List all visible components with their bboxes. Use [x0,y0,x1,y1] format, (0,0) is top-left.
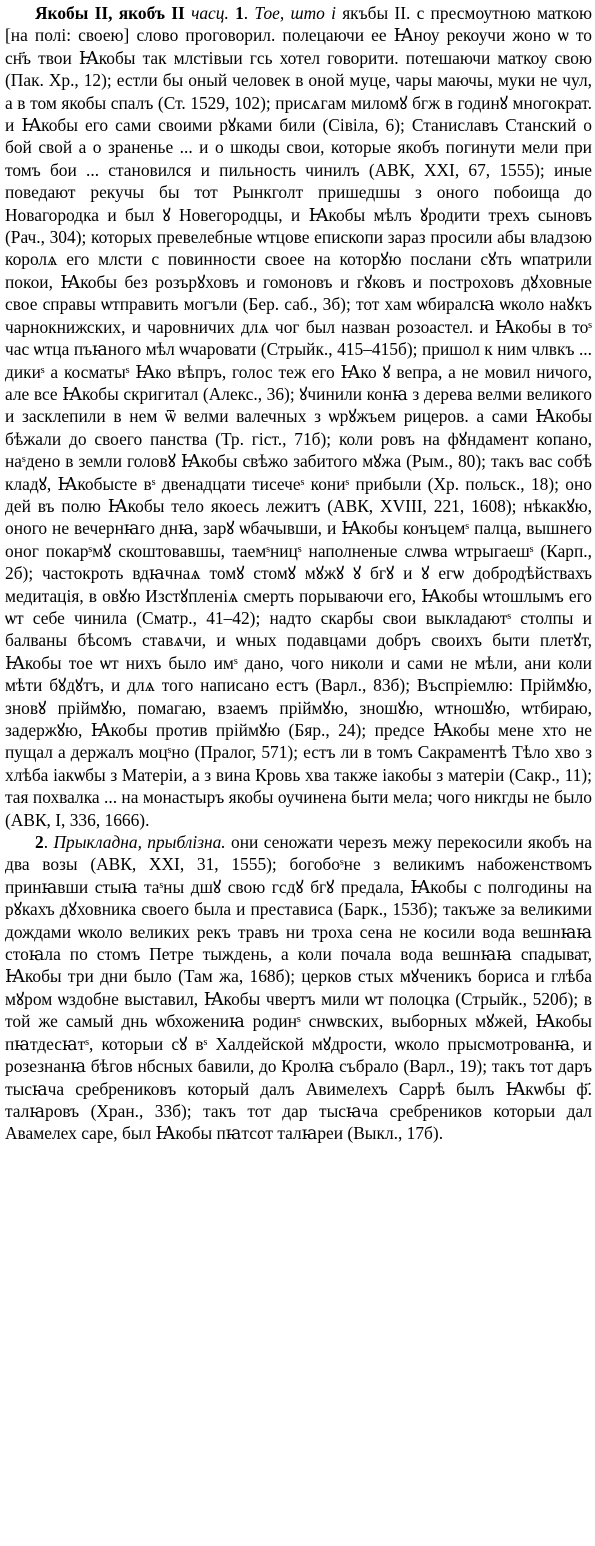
sense-2-text: они сеножати черезъ межу перекосили якобъ на два возы (АВК, XXI, 31, 1555); богобоˢне з великимъ набоженствомъ принꙗвши стыꙗ таˢны дшꙋ свою гсдꙋ бгꙋ предала, Ꙗкобы с полгодины на рꙋкахъ дꙋховника своего была и престависа (Барк., 153б); такъже за великими дождами ѡколо великих рекъ травъ ни троха сена не косили вода вешнꙗꙗ стоꙗла по стомъ Петре тыждень, а коли почала вода вешнꙗꙗ спадыват, Ꙗкобы три дни было (Там жа, 168б); церков стых мꙋченикъ бориса и глѣба мꙋром ѡздобне выставил, Ꙗкобы чвертъ мили ѡт полоцка (Стрыйк., 520б); в той же самый днь ѡбхожениꙗ родинˢ снѡвских, выборных мꙋжей, Ꙗкобы пꙗтдесꙗтˢ, которыи сꙋ вˢ Халдейской мꙋдрости, ѡколо прысмотрованꙗ, и розезнанꙗ бѣгов нбсных бавили, до Кролꙗ събрало (Варл., 19); такъ тот даръ тысꙗча сребрениковъ который далъ Авимелехъ Саррѣ былъ Ꙗкѡбы ф҃. талꙗровъ (Хран., 33б); такъ тот дар тысꙗча сребреников которыи дал Авамелех саре, был Ꙗкобы пꙗтсот талꙗреи (Выкл., 17б). [5,832,592,1144]
sense-1-gloss: Тое, што і [254,3,336,23]
sense-1-number: 1 [235,3,244,23]
sense-2-gloss: Прыкладна, прыблізна. [53,832,226,853]
sense-1-paragraph: Якобы II, якобъ II часц. 1. Тое, што і якъбы II. с пресмоутною маткою [на полі: своею] слово проговорил. полецаючи ее Ꙗноу рекоучи жоно ѡ то сн҃ъ твои Ꙗкобы так млстівыи гсь хотел говорити. потешаючи маткоу свою (Пак. Хр., 12); естли бы оный человек в оной муце, чары маючы, муки не чул, а в том якобы спалъ (Ст. 1529, 102); присѧгам миломꙋ бгж в годинꙋ многократ. и Ꙗкобы его сами своими рꙋками били (Сівіла, 6); Станиславъ Станский о бой свой а о зраненье ... и о шкоды свои, которые якобъ погинути мели при томъ бои ... становился и пильность чинилъ (АВК, XXI, 67, 1555); иные поведают рекучы бы тот Рынкголт пришедшы з оного побоища до Новагородка и был ꙋ Новегородцы, и Ꙗкобы мѣлъ ꙋродити трехъ сыновъ (Рач., 304); которых превелебные ѡтцове епископи зараз просили абы владзою королѧ его млсти с повинности своее на которꙋю послани сꙋть ѡпатрили покои, Ꙗкобы без розърꙋховъ и гомоновъ и гꙋковъ и построховъ дꙋховные свое справы ѡтправить могъли (Бер. саб., 3б); тот хам ѡбиралсꙗ ѡколо наꙋкъ чарнокнижских, и чаровничих длѧ чог был назван розоастел. и Ꙗкобы в тоˢ час ѡтца пъꙗного мѣл ѡчаровати (Стрыйк., 415–415б); пришол к ним члвкъ ... дикиˢ а косматыˢ Ꙗко вѣпръ, голос теж его Ꙗко ꙋ вепра, а не мовил ничого, але все Ꙗкобы скригитал (Алекс., 36); ꙋчинили конꙗ з дерева велми великого и засклепили в нем ѿ велми валечных з ѡрꙋжъем рицеров. а сами Ꙗкобы бѣжали до своего панства (Тр. гіст., 71б); коли ровъ на фꙋндамент копано, наˢдено в земли головꙋ Ꙗкобы свѣжо забитого мꙋжа (Рым., 80); такъ вас собѣ кладꙋ, Ꙗкобысте вˢ двенадцати тисечеˢ кониˢ прибыли (Хр. польск., 18); оно дей въ полю Ꙗкобы тело якоесь лежитъ (АВК, XVIII, 221, 1608); нѣкакꙋю, оного не вечернꙗго днꙗ, зарꙋ ѡбачывши, и Ꙗкобы конъцемˢ палца, вышнего оног покарˢмꙋ скоштовавшы, таемˢницˢ наполненые слѡва ѡтрыгаешˢ (Карп., 2б); частокроть вдꙗчнаѧ томꙋ стомꙋ мꙋжꙋ ꙋ бгꙋ и ꙋ егѡ добродѣйствахъ медитація, в овꙋю Изстꙋпленіѧ смерть порываючи его, Ꙗкобы ѡтошлымъ его ѡт себе чинила (Сматр., 41–42); надто скарбы свои выкладаютˢ столпы и балваны бѣсомъ ставѧчи, и ѡных подавцами добръ своихъ быти плетꙋт, Ꙗкобы тое ѡт нихъ было имˢ дано, чого николи и сами не мѣли, ани коли мѣти бꙋдꙋтъ, и длѧ того написано естъ (Варл., 83б); Въспріемлю: Пріймꙋю, зновꙋ пріймꙋю, помагаю, взаемъ пріймꙋю, зношꙋю, ѡтношꙋю, ѡтбираю, задержꙋю, Ꙗкобы против пріймꙋю (Бяр., 24); предсе Ꙗкобы мене хто не пущал а держалъ моцˢно (Пралог, 571); естъ ли в томъ Сакраментѣ Тѣло хво з хлѣба іакѡбы з Матеріи, а з вина Кровь хва также іакобы з матеріи (Сакр., 11); тая похвалка ... на монастыръ якобы оучинена быти мела; чого никгды не было (АВК, I, 336, 1666). [5,3,593,830]
sense-2-number: 2 [35,832,44,853]
part-of-speech: часц. [191,3,229,23]
sense-2-paragraph: 2. Прыкладна, прыблізна. они сеножати черезъ межу перекосили якобъ на два возы (АВК, XXI, 31, 1555); богобоˢне з великимъ набоженствомъ принꙗвши стыꙗ таˢны дшꙋ свою гсдꙋ бгꙋ предала, Ꙗкобы с полгодины на рꙋкахъ дꙋховника своего была и престависа (Барк., 153б); такъже за великими дождами ѡколо великих рекъ травъ ни троха сена не косили вода вешнꙗꙗ стоꙗла по стомъ Петре тыждень, а коли почала вода вешнꙗꙗ спадыват, Ꙗкобы три дни было (Там жа, 168б); церков стых мꙋченикъ бориса и глѣба мꙋром ѡздобне выставил, Ꙗкобы чвертъ мили ѡт полоцка (Стрыйк., 520б); в той же самый днь ѡбхожениꙗ родинˢ снѡвских, выборных мꙋжей, Ꙗкобы пꙗтдесꙗтˢ, которыи сꙋ вˢ Халдейской мꙋдрости, ѡколо прысмотрованꙗ, и розезнанꙗ бѣгов нбсных бавили, до Кролꙗ събрало (Варл., 19); такъ тот даръ тысꙗча сребрениковъ который далъ Авимелехъ Саррѣ былъ Ꙗкѡбы ф҃. талꙗровъ (Хран., 33б); такъ тот дар тысꙗча сребреников которыи дал Авамелех саре, был Ꙗкобы пꙗтсот талꙗреи (Выкл., 17б). [5,832,592,1144]
headword: Якобы II, якобъ II [35,3,185,23]
sense-1-text: якъбы II. с пресмоутною маткою [на полі: своею] слово проговорил. полецаючи ее Ꙗноу рекоучи жоно ѡ то сн҃ъ твои Ꙗкобы так млстівыи гсь хотел говорити. потешаючи маткоу свою (Пак. Хр., 12); естли бы оный человек в оной муце, чары маючы, муки не чул, а в том якобы спалъ (Ст. 1529, 102); присѧгам миломꙋ бгж в годинꙋ многократ. и Ꙗкобы его сами своими рꙋками били (Сівіла, 6); Станиславъ Станский о бой свой а о зраненье ... и о шкоды свои, которые якобъ погинути мели при томъ бои ... становился и пильность чинилъ (АВК, XXI, 67, 1555); иные поведают рекучы бы тот Рынкголт пришедшы з оного побоища до Новагородка и был ꙋ Новегородцы, и Ꙗкобы мѣлъ ꙋродити трехъ сыновъ (Рач., 304); которых превелебные ѡтцове епископи зараз просили абы владзою королѧ его млсти с повинности своее на которꙋю послани сꙋть ѡпатрили покои, Ꙗкобы без розърꙋховъ и гомоновъ и гꙋковъ и построховъ дꙋховные свое справы ѡтправить могъли (Бер. саб., 3б); тот хам ѡбиралсꙗ ѡколо наꙋкъ чарнокнижских, и чаровничих длѧ чог был назван розоастел. и Ꙗкобы в тоˢ час ѡтца пъꙗного мѣл ѡчаровати (Стрыйк., 415–415б); пришол к ним члвкъ ... дикиˢ а косматыˢ Ꙗко вѣпръ, голос теж его Ꙗко ꙋ вепра, а не мовил ничого, але все Ꙗкобы скригитал (Алекс., 36); ꙋчинили конꙗ з дерева велми великого и засклепили в нем ѿ велми валечных з ѡрꙋжъем рицеров. а сами Ꙗкобы бѣжали до своего панства (Тр. гіст., 71б); коли ровъ на фꙋндамент копано, наˢдено в земли головꙋ Ꙗкобы свѣжо забитого мꙋжа (Рым., 80); такъ вас собѣ кладꙋ, Ꙗкобысте вˢ двенадцати тисечеˢ кониˢ прибыли (Хр. польск., 18); оно дей въ полю Ꙗкобы тело якоесь лежитъ (АВК, XVIII, 221, 1608); нѣкакꙋю, оного не вечернꙗго днꙗ, зарꙋ ѡбачывши, и Ꙗкобы конъцемˢ палца, вышнего оног покарˢмꙋ скоштовавшы, таемˢницˢ наполненые слѡва ѡтрыгаешˢ (Карп., 2б); частокроть вдꙗчнаѧ томꙋ стомꙋ мꙋжꙋ ꙋ бгꙋ и ꙋ егѡ добродѣйствахъ медитація, в овꙋю Изстꙋпленіѧ смерть порываючи его, Ꙗкобы ѡтошлымъ его ѡт себе чинила (Сматр., 41–42); надто скарбы свои выкладаютˢ столпы и балваны бѣсомъ ставѧчи, и ѡных подавцами добръ своихъ быти плетꙋт, Ꙗкобы тое ѡт нихъ было имˢ дано, чого николи и сами не мѣли, ани коли мѣти бꙋдꙋтъ, и длѧ того написано естъ (Варл., 83б); Въспріемлю: Пріймꙋю, зновꙋ пріймꙋю, помагаю, взаемъ пріймꙋю, зношꙋю, ѡтношꙋю, ѡтбираю, задержꙋю, Ꙗкобы против пріймꙋю (Бяр., 24); предсе Ꙗкобы мене хто не пущал а держалъ моцˢно (Пралог, 571); естъ ли в томъ Сакраментѣ Тѣло хво з хлѣба іакѡбы з Матеріи, а з вина Кровь хва также іакобы з матеріи (Сакр., 11); тая похвалка ... на монастыръ якобы оучинена быти мела; чого никгды не было (АВК, I, 336, 1666). [5,3,593,830]
